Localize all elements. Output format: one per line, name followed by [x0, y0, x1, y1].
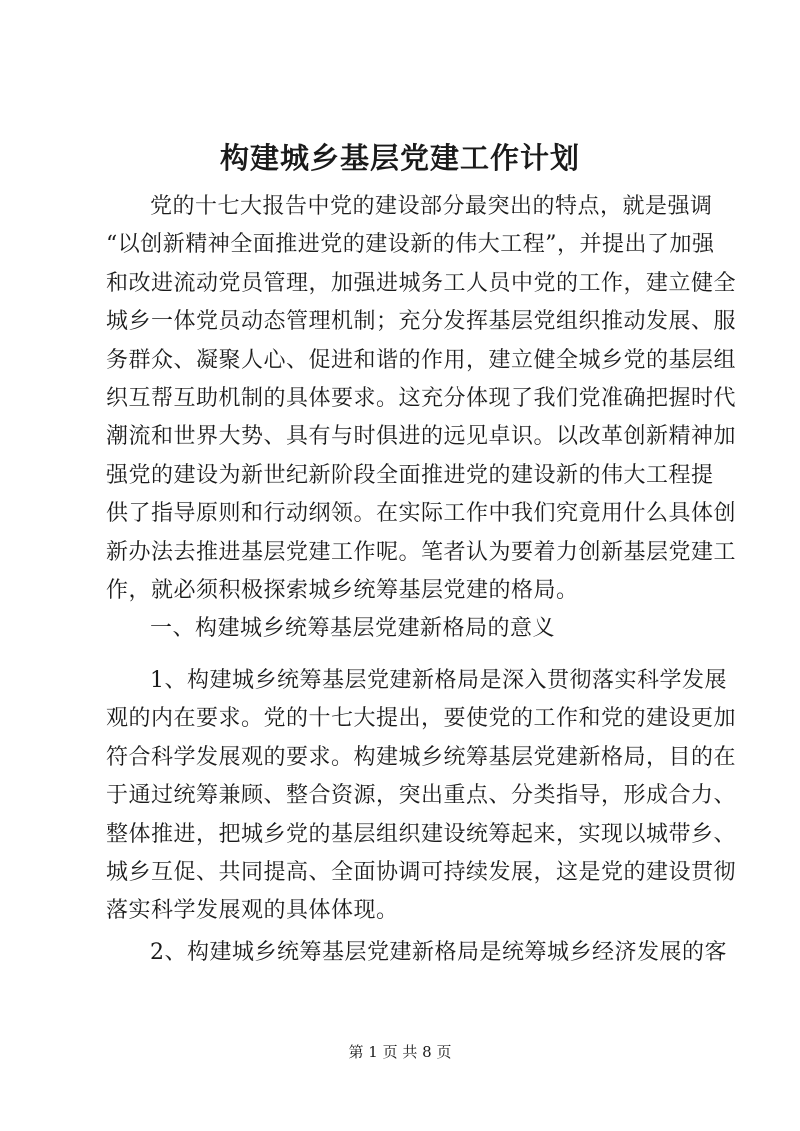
section-heading: 一、构建城乡统筹基层党建新格局的意义	[150, 616, 556, 641]
text-line: 党的十七大报告中党的建设部分最突出的特点，就是强调	[150, 194, 713, 219]
paragraph	[106, 662, 737, 931]
paragraph-intro	[106, 188, 737, 610]
text-line: 强党的建设为新世纪新阶段全面推进党的建设新的伟大工程提	[106, 462, 714, 488]
text-line: 符合科学发展观的要求。构建城乡统筹基层党建新格局，目的在	[106, 744, 737, 770]
text-line: 2、构建城乡统筹基层党建新格局是统筹城乡经济发展的客	[150, 940, 727, 965]
paragraph	[106, 934, 727, 972]
text-line: 整体推进，把城乡党的基层组织建设统筹起来，实现以城带乡、	[106, 821, 737, 847]
page-footer: 第 1 页 共 8 页	[348, 1043, 452, 1061]
text-line: 1、构建城乡统筹基层党建新格局是深入贯彻落实科学发展	[150, 668, 727, 693]
paragraph-point-1	[106, 662, 737, 931]
text-line: 作，就必须积极探索城乡统筹基层党建的格局。	[106, 578, 579, 604]
section-heading-1	[106, 610, 706, 648]
text-line: 潮流和世界大势、具有与时俱进的远见卓识。以改革创新精神加	[106, 424, 737, 450]
paragraph-point-2	[106, 934, 727, 972]
text-line: 新办法去推进基层党建工作呢。笔者认为要着力创新基层党建工	[106, 539, 737, 565]
text-line: 观的内在要求。党的十七大提出，要使党的工作和党的建设更加	[106, 706, 737, 732]
text-line: 于通过统筹兼顾、整合资源，突出重点、分类指导，形成合力、	[106, 783, 737, 809]
text-line: 织互帮互助机制的具体要求。这充分体现了我们党准确把握时代	[106, 386, 737, 412]
text-line: 城乡一体党员动态管理机制；充分发挥基层党组织推动发展、服	[106, 309, 737, 335]
text-line: 落实科学发展观的具体体现。	[106, 898, 399, 924]
text-line: 和改进流动党员管理，加强进城务工人员中党的工作，建立健全	[106, 270, 737, 296]
paragraph	[106, 188, 737, 610]
text-line: “以创新精神全面推进党的建设新的伟大工程”，并提出了加强	[106, 232, 715, 258]
text-line: 供了指导原则和行动纲领。在实际工作中我们究竟用什么具体创	[106, 501, 737, 527]
text-line: 城乡互促、共同提高、全面协调可持续发展，这是党的建设贯彻	[106, 860, 737, 886]
paragraph	[106, 610, 706, 648]
document-title: 构建城乡基层党建工作计划	[219, 141, 580, 175]
text-line: 务群众、凝聚人心、促进和谐的作用，建立健全城乡党的基层组	[106, 347, 737, 373]
